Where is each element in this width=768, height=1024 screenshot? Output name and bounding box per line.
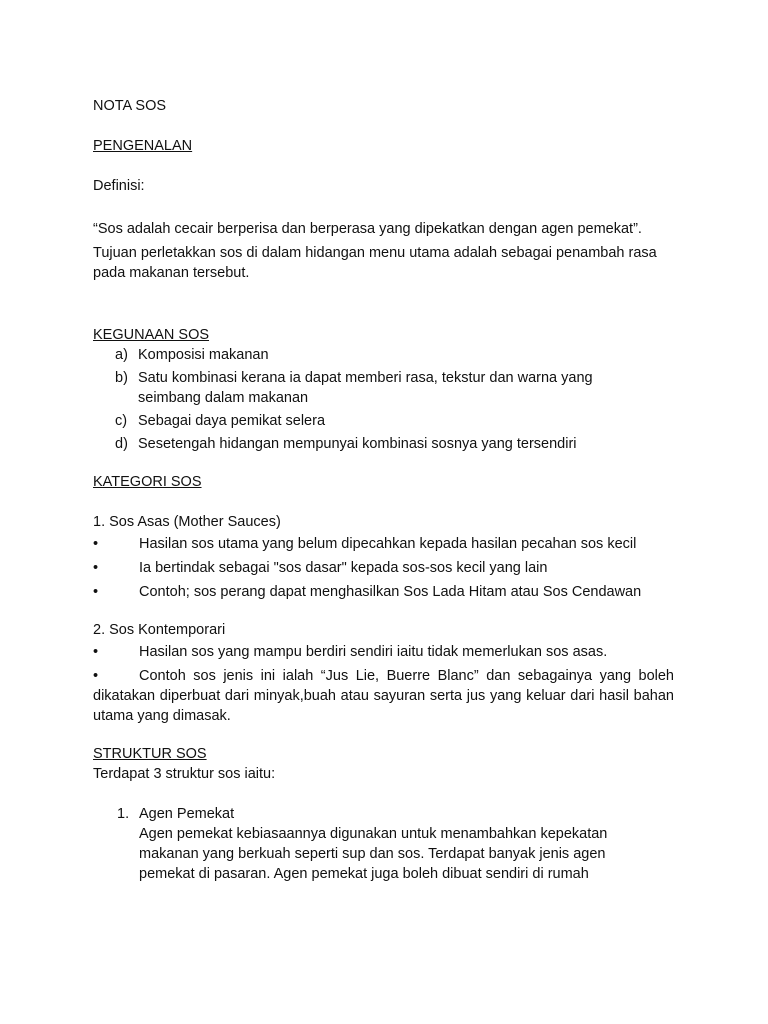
bullet-icon: • <box>93 584 99 600</box>
list-item <box>93 411 674 431</box>
bullet-item <box>93 558 674 578</box>
sos-asas-title: 1. Sos Asas (Mother Sauces) <box>93 514 281 530</box>
list-marker: 1. <box>117 806 130 822</box>
definisi-label: Definisi: <box>93 178 145 194</box>
bullet-item <box>93 666 674 726</box>
bullet-text: Hasilan sos utama yang belum dipecahkan kepada hasilan pecahan sos kecil <box>139 536 637 552</box>
list-item <box>93 434 674 454</box>
bullet-item <box>93 582 674 602</box>
document-title: NOTA SOS <box>93 98 167 114</box>
list-item <box>93 345 674 365</box>
list-marker: c) <box>115 413 128 429</box>
bullet-icon: • <box>93 560 99 576</box>
list-item-text: Sesetengah hidangan mempunyai kombinasi sosnya yang tersendiri <box>138 436 577 452</box>
list-marker: a) <box>115 347 128 363</box>
bullet-icon: • <box>93 668 99 684</box>
bullet-text: Contoh; sos perang dapat menghasilkan Sos Lada Hitam atau Sos Cendawan <box>139 584 642 600</box>
sos-kontemporari-title: 2. Sos Kontemporari <box>93 622 226 638</box>
kegunaan-list <box>93 345 674 454</box>
definition-quote: “Sos adalah cecair berperisa dan berperasa yang dipekatkan dengan agen pemekat”. <box>93 221 642 237</box>
kategori-heading: KATEGORI SOS <box>93 474 202 490</box>
list-item-text: Satu kombinasi kerana ia dapat memberi rasa, tekstur dan warna yang seimbang dalam makanan <box>138 370 593 406</box>
struktur-intro: Terdapat 3 struktur sos iaitu: <box>93 766 276 782</box>
list-item-text: Agen pemekat kebiasaannya digunakan untuk menambahkan kepekatan makanan yang berkuah seperti sup dan sos. Terdapat banyak jenis agen pemekat di pasaran. Agen pemekat juga boleh dibuat sendiri di rumah <box>139 826 608 882</box>
bullet-text: Contoh sos jenis ini ialah “Jus Lie, Buerre Blanc” dan sebagainya yang boleh dikatakan diperbuat dari minyak,buah atau sayuran serta jus yang keluar dari hasil bahan utama yang dimasak. <box>93 668 674 724</box>
purpose-paragraph: Tujuan perletakkan sos di dalam hidangan menu utama adalah sebagai penambah rasa pada makanan tersebut. <box>93 245 657 281</box>
list-item-text: Komposisi makanan <box>138 347 269 363</box>
list-marker: d) <box>115 436 128 452</box>
struktur-list <box>93 804 674 884</box>
bullet-text: Ia bertindak sebagai "sos dasar" kepada sos-sos kecil yang lain <box>139 560 548 576</box>
list-marker: b) <box>115 370 128 386</box>
bullet-icon: • <box>93 644 99 660</box>
list-item-title: Agen Pemekat <box>139 806 235 822</box>
document-page <box>93 96 674 884</box>
kegunaan-heading: KEGUNAAN SOS <box>93 327 210 343</box>
struktur-heading: STRUKTUR SOS <box>93 746 207 762</box>
bullet-icon: • <box>93 536 99 552</box>
bullet-item <box>93 642 674 662</box>
list-item <box>93 804 674 884</box>
list-item <box>93 368 674 408</box>
bullet-text: Hasilan sos yang mampu berdiri sendiri iaitu tidak memerlukan sos asas. <box>139 644 608 660</box>
list-item-text: Sebagai daya pemikat selera <box>138 413 326 429</box>
pengenalan-heading: PENGENALAN <box>93 138 193 154</box>
bullet-item <box>93 534 674 554</box>
